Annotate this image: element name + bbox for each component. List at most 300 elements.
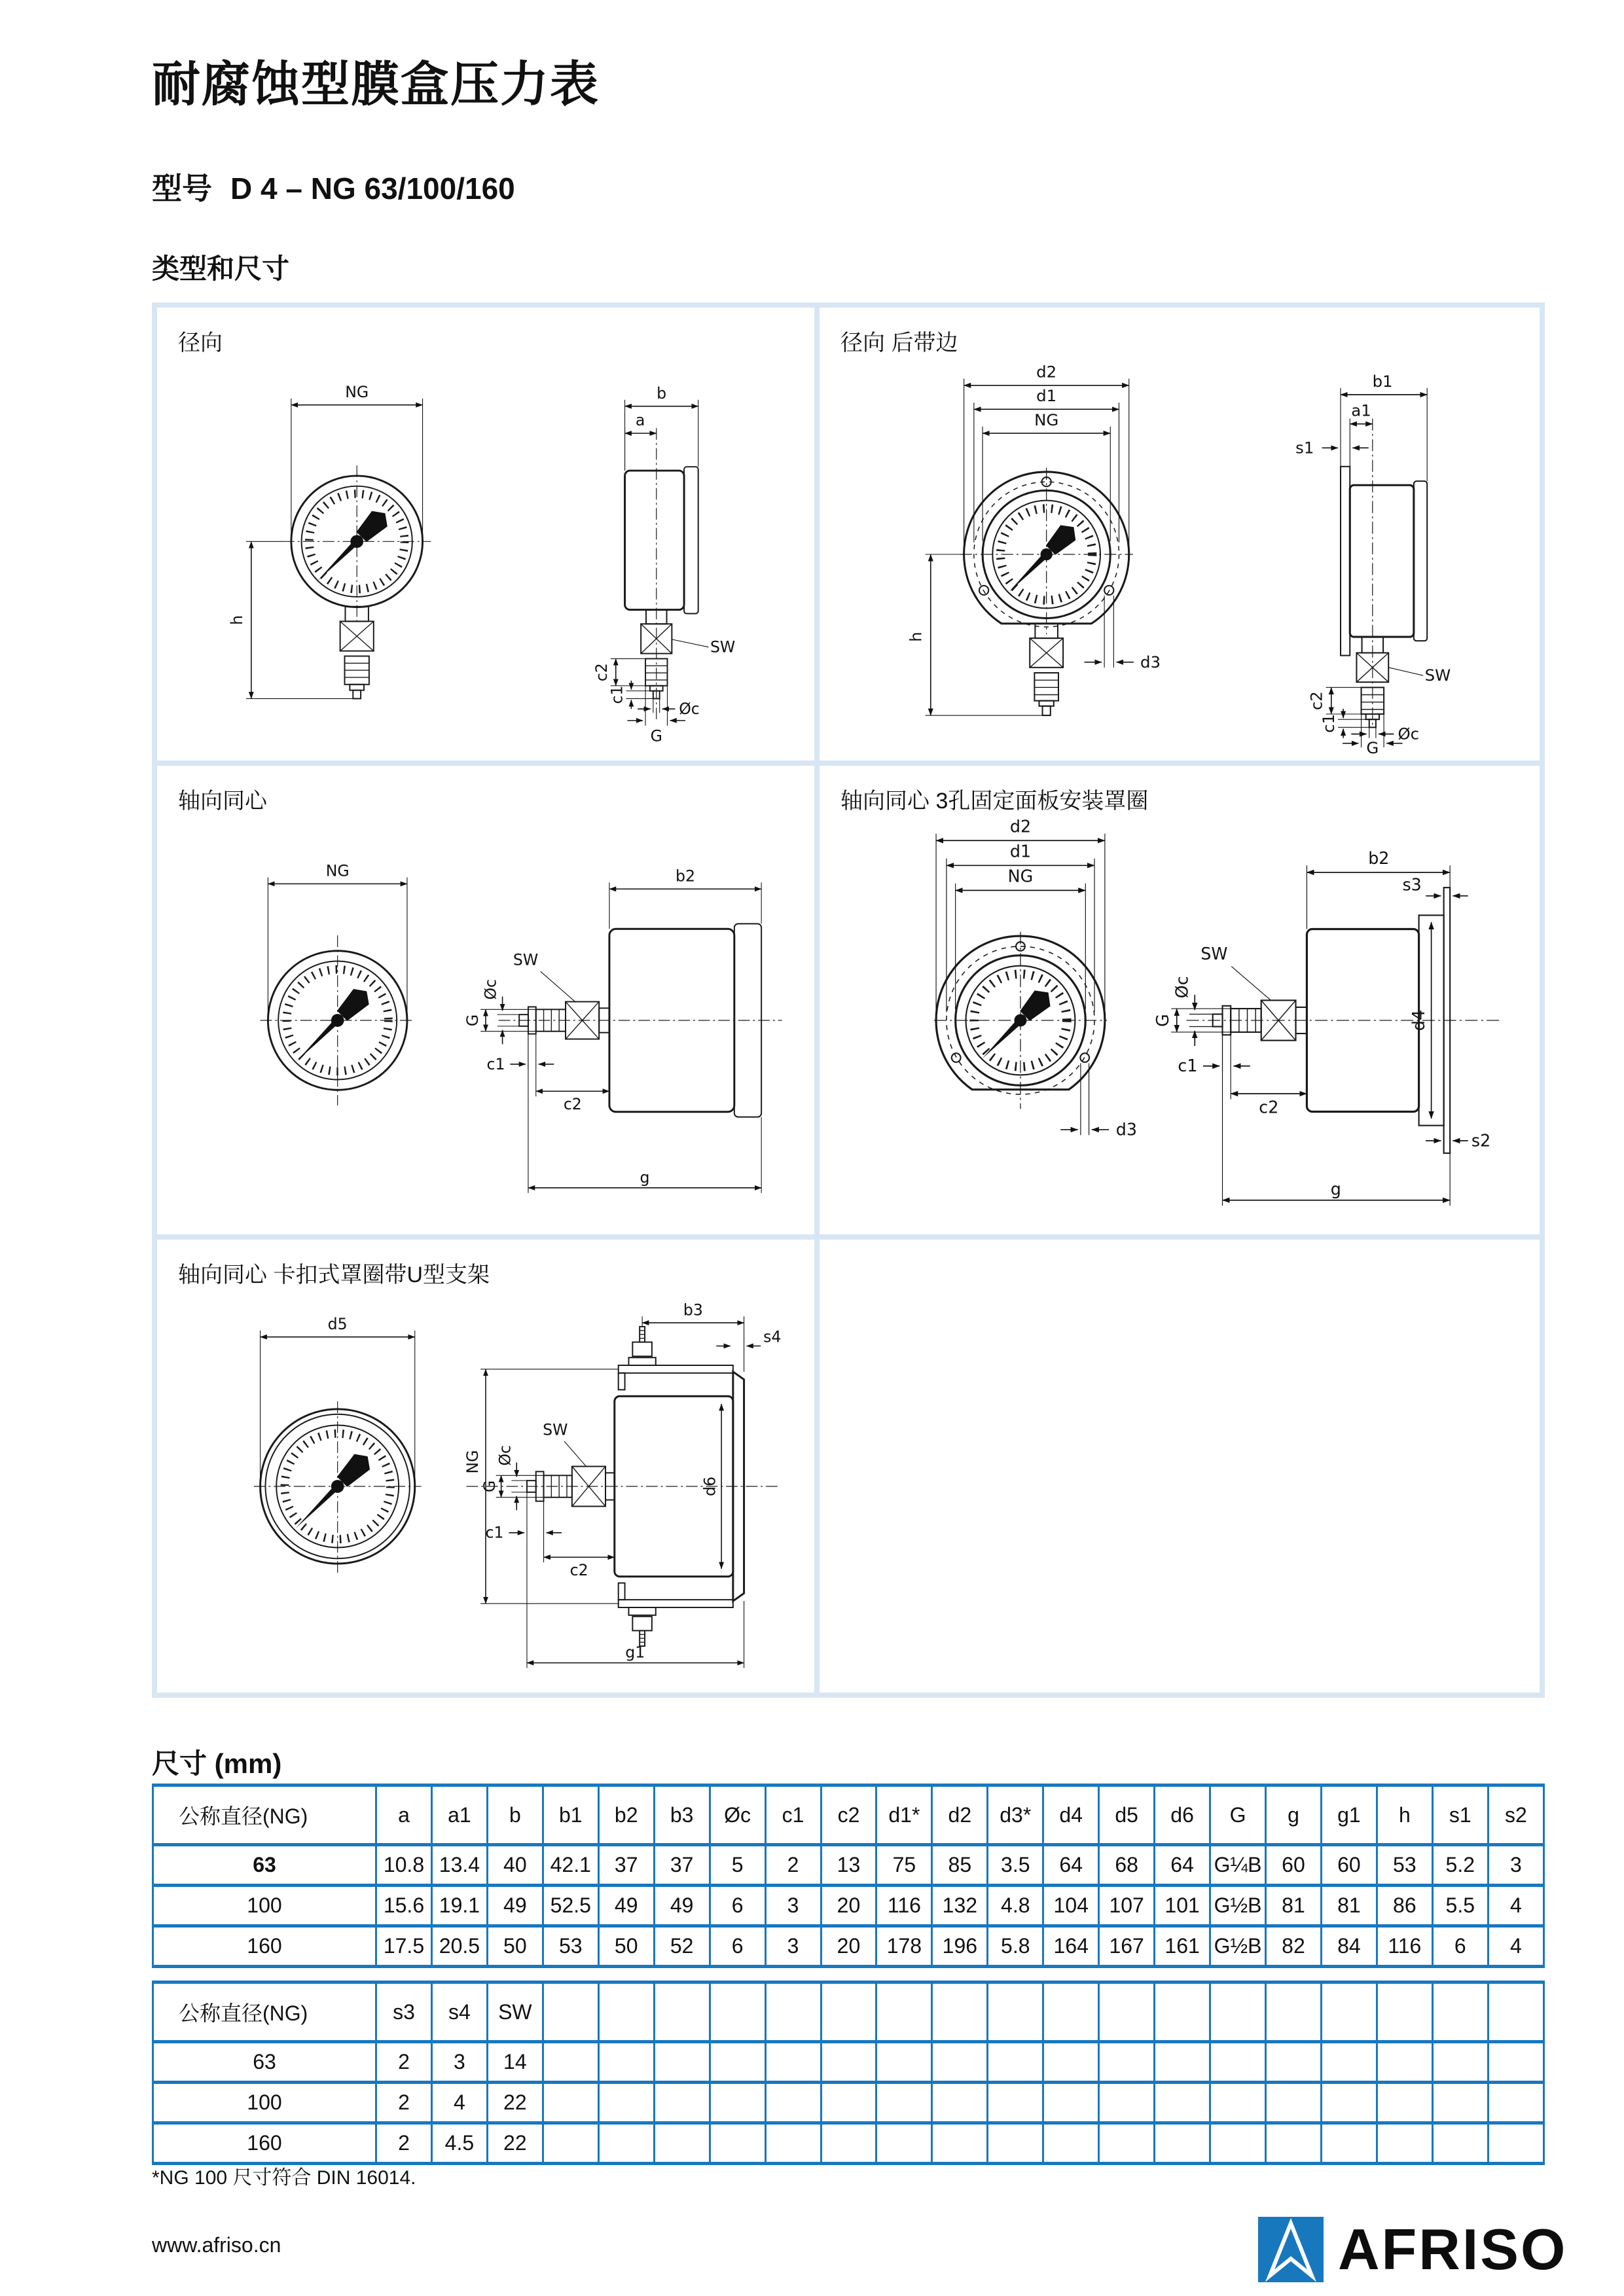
table-cell — [988, 2042, 1043, 2083]
svg-text:d1: d1 — [1036, 386, 1057, 406]
table-cell: 37 — [598, 1845, 654, 1886]
table-cell: 3 — [431, 2042, 487, 2083]
table-cell — [1155, 2042, 1210, 2083]
svg-text:NG: NG — [325, 861, 350, 880]
table-cell — [932, 2123, 988, 2164]
panel-label: 径向 — [178, 331, 223, 355]
pointer — [1001, 520, 1081, 600]
table-cell: 22 — [487, 2083, 543, 2123]
svg-text:Øc: Øc — [496, 1444, 514, 1466]
header-cell: s4 — [431, 1982, 487, 2042]
table-cell — [1488, 2123, 1543, 2164]
table-cell: 68 — [1099, 1845, 1155, 1886]
dim-h — [228, 541, 361, 698]
svg-text:SW: SW — [543, 1420, 568, 1439]
svg-text:g: g — [1330, 1179, 1341, 1199]
table-cell — [598, 2042, 654, 2083]
header-row — [153, 1982, 1544, 2042]
table-cell: 2 — [376, 2042, 432, 2083]
table-cell — [1321, 2042, 1377, 2083]
table-cell: 49 — [598, 1886, 654, 1926]
table-cell: 17.5 — [376, 1926, 432, 1967]
header-cell: d2 — [932, 1785, 988, 1845]
page-title: 耐腐蚀型膜盒压力表 — [152, 57, 600, 111]
technical-drawing-axial-ubracket — [164, 1287, 808, 1686]
table-cell — [1321, 2083, 1377, 2123]
table-cell: 82 — [1266, 1926, 1322, 1967]
svg-text:d3: d3 — [1115, 1119, 1138, 1139]
table-cell: 4 — [1488, 1886, 1543, 1926]
table-row — [153, 1845, 1544, 1886]
header-cell: d3* — [988, 1785, 1043, 1845]
table-cell — [543, 2123, 598, 2164]
table-cell: G½B — [1210, 1886, 1266, 1926]
gauge-side-view — [1341, 419, 1427, 728]
svg-text:Øc: Øc — [1172, 976, 1192, 999]
table-cell: 64 — [1043, 1845, 1099, 1886]
header-cell — [932, 1982, 988, 2042]
table-cell: 50 — [487, 1926, 543, 1967]
svg-text:b2: b2 — [676, 867, 696, 886]
label-SW — [1200, 944, 1271, 1000]
header-cell: 公称直径(NG) — [153, 1982, 376, 2042]
gauge-side-view — [466, 1327, 778, 1646]
label-SW — [1388, 666, 1451, 685]
header-cell: h — [1377, 1785, 1432, 1845]
table-cell: 60 — [1321, 1845, 1377, 1886]
gauge-side-view — [1187, 888, 1502, 1153]
dim-Oc — [638, 698, 700, 718]
svg-text:c1: c1 — [1318, 713, 1338, 733]
table-cell: 104 — [1043, 1886, 1099, 1926]
technical-drawing-axial — [164, 813, 808, 1228]
table-cell: 5 — [710, 1845, 765, 1886]
table-row — [153, 1926, 1544, 1967]
svg-text:NG: NG — [1007, 866, 1034, 886]
table-cell: 75 — [876, 1845, 932, 1886]
svg-text:SW: SW — [1200, 944, 1228, 964]
table-cell: 10.8 — [376, 1845, 432, 1886]
table-cell — [876, 2123, 932, 2164]
header-cell — [1488, 1982, 1543, 2042]
table-cell: 6 — [710, 1926, 765, 1967]
table-cell: 164 — [1043, 1926, 1099, 1967]
svg-text:g: g — [640, 1168, 650, 1187]
table-cell: 100 — [153, 2083, 376, 2123]
gauge-side-view — [625, 428, 698, 722]
svg-text:G: G — [1366, 738, 1379, 754]
table-cell: G½B — [1210, 1926, 1266, 1967]
table-cell: 53 — [543, 1926, 598, 1967]
table-cell — [710, 2042, 765, 2083]
svg-text:d3: d3 — [1140, 652, 1161, 672]
table-cell: 13 — [821, 1845, 876, 1886]
table-cell: 178 — [876, 1926, 932, 1967]
dim-d4 — [1409, 922, 1432, 1119]
header-cell: d4 — [1043, 1785, 1099, 1845]
table-cell: 15.6 — [376, 1886, 432, 1926]
pointer — [310, 505, 393, 588]
header-cell — [1321, 1982, 1377, 2042]
table-cell — [988, 2083, 1043, 2123]
table-cell — [1210, 2042, 1266, 2083]
table-cell: 4 — [1488, 1926, 1543, 1967]
table-cell — [654, 2083, 710, 2123]
svg-text:c1: c1 — [486, 1054, 505, 1073]
table-cell — [932, 2042, 988, 2083]
svg-text:s3: s3 — [1402, 874, 1422, 895]
table-cell: 53 — [1377, 1845, 1432, 1886]
technical-drawing-axial-panel — [826, 813, 1533, 1228]
svg-text:b: b — [657, 384, 667, 403]
header-cell: d5 — [1099, 1785, 1155, 1845]
model-label: 型号 — [152, 171, 212, 206]
svg-text:s1: s1 — [1295, 438, 1314, 457]
header-cell: b1 — [543, 1785, 598, 1845]
table-cell: 64 — [1155, 1845, 1210, 1886]
table-cell: 132 — [932, 1886, 988, 1926]
table-cell — [543, 2083, 598, 2123]
table-row — [153, 2042, 1544, 2083]
table-cell — [1266, 2083, 1322, 2123]
table-row — [153, 1886, 1544, 1926]
table-cell — [876, 2042, 932, 2083]
dim-d6 — [700, 1404, 721, 1569]
header-cell: d6 — [1155, 1785, 1210, 1845]
table-cell: 63 — [153, 1845, 376, 1886]
table-cell — [1099, 2123, 1155, 2164]
table-cell: 40 — [487, 1845, 543, 1886]
svg-text:G: G — [463, 1014, 482, 1027]
pointer — [288, 1448, 376, 1536]
bracket-bolt-bottom — [628, 1607, 655, 1646]
svg-text:Øc: Øc — [679, 700, 700, 719]
table-cell: 50 — [598, 1926, 654, 1967]
table-cell: 49 — [654, 1886, 710, 1926]
dim-s4 — [716, 1328, 781, 1346]
header-cell — [1377, 1982, 1432, 2042]
table-cell: 84 — [1321, 1926, 1377, 1967]
table-cell — [1210, 2083, 1266, 2123]
dim-b2 — [609, 867, 761, 929]
dim-g — [1223, 1035, 1451, 1206]
header-row — [153, 1785, 1544, 1845]
table-cell: 52.5 — [543, 1886, 598, 1926]
table-cell — [1155, 2083, 1210, 2123]
svg-text:d1: d1 — [1009, 841, 1032, 861]
pointer — [289, 984, 374, 1069]
svg-text:a: a — [635, 411, 645, 430]
table-cell: 3 — [1488, 1845, 1543, 1886]
svg-text:b2: b2 — [1368, 848, 1390, 869]
table-cell — [1210, 2123, 1266, 2164]
svg-text:G: G — [650, 726, 662, 745]
table-cell: 6 — [1432, 1926, 1488, 1967]
table-cell: 85 — [932, 1845, 988, 1886]
header-cell — [1266, 1982, 1322, 2042]
table-cell: 3 — [765, 1886, 821, 1926]
panel-radial-back-flange — [820, 308, 1540, 761]
svg-text:s4: s4 — [763, 1327, 782, 1346]
dim-a1 — [1350, 401, 1373, 467]
panel-axial-panel-mount — [820, 766, 1540, 1234]
svg-text:d5: d5 — [327, 1314, 348, 1333]
table-cell — [598, 2123, 654, 2164]
table-cell — [1432, 2123, 1488, 2164]
table-cell — [765, 2123, 821, 2164]
header-cell — [654, 1982, 710, 2042]
table-cell — [1488, 2042, 1543, 2083]
gauge-side-view — [499, 924, 782, 1117]
table-cell — [1432, 2083, 1488, 2123]
table-cell: 81 — [1266, 1886, 1322, 1926]
table-cell: 81 — [1321, 1886, 1377, 1926]
panel-label: 径向 后带边 — [840, 331, 958, 355]
header-cell: a1 — [431, 1785, 487, 1845]
table-cell — [765, 2042, 821, 2083]
table-cell — [543, 2042, 598, 2083]
table-cell: 107 — [1099, 1886, 1155, 1926]
table-cell — [821, 2042, 876, 2083]
dim-c1 — [487, 1034, 554, 1073]
svg-text:d2: d2 — [1036, 362, 1057, 382]
table-cell: 100 — [153, 1886, 376, 1926]
gauge-front-view — [254, 1401, 422, 1574]
svg-text:NG: NG — [1034, 410, 1059, 429]
svg-text:SW: SW — [710, 637, 736, 656]
svg-text:a1: a1 — [1351, 401, 1371, 420]
table-cell — [1266, 2042, 1322, 2083]
table-cell — [988, 2123, 1043, 2164]
svg-text:c2: c2 — [563, 1094, 582, 1113]
svg-text:NG: NG — [345, 382, 369, 401]
table-cell — [1377, 2042, 1432, 2083]
table-cell: 5.2 — [1432, 1845, 1488, 1886]
dim-c1 — [486, 1492, 562, 1542]
dim-c2 — [544, 1538, 615, 1579]
header-cell — [1155, 1982, 1210, 2042]
footer-url[interactable]: www.afriso.cn — [152, 2233, 281, 2257]
svg-text:h: h — [228, 615, 247, 625]
table-cell — [710, 2083, 765, 2123]
svg-text:SW: SW — [513, 950, 539, 969]
table-cell: 2 — [765, 1845, 821, 1886]
svg-text:c2: c2 — [569, 1560, 588, 1579]
label-SW — [543, 1420, 586, 1466]
dim-Oc — [1172, 976, 1213, 1046]
dim-b1 — [1341, 372, 1427, 481]
dim-b2 — [1307, 848, 1450, 929]
table-cell — [1043, 2042, 1099, 2083]
table-cell: 3.5 — [988, 1845, 1043, 1886]
pointer — [975, 984, 1056, 1066]
technical-drawing-radial — [164, 355, 808, 754]
table-cell: 160 — [153, 2123, 376, 2164]
panel-label: 轴向同心 — [178, 789, 267, 814]
dim-Oc — [496, 1445, 527, 1510]
header-cell: s2 — [1488, 1785, 1543, 1845]
technical-drawing-radial-flange — [826, 355, 1533, 754]
table-cell — [876, 2083, 932, 2123]
table-cell: 160 — [153, 1926, 376, 1967]
brand-name: AFRISO — [1338, 2217, 1568, 2282]
header-cell: s3 — [376, 1982, 432, 2042]
section-heading-types: 类型和尺寸 — [152, 253, 290, 284]
header-cell: c1 — [765, 1785, 821, 1845]
table-cell — [598, 2083, 654, 2123]
panel-axial-concentric — [157, 766, 814, 1234]
table-cell — [821, 2123, 876, 2164]
header-cell — [1043, 1982, 1099, 2042]
table-cell — [654, 2123, 710, 2164]
table-cell: 49 — [487, 1886, 543, 1926]
table-cell: 52 — [654, 1926, 710, 1967]
header-cell: b — [487, 1785, 543, 1845]
header-cell — [988, 1982, 1043, 2042]
header-cell — [765, 1982, 821, 2042]
table-cell: 6 — [710, 1886, 765, 1926]
dim-s1 — [1295, 438, 1369, 457]
table-cell: 20 — [821, 1886, 876, 1926]
label-SW — [672, 638, 735, 656]
table-cell — [710, 2123, 765, 2164]
dim-c2 — [592, 658, 645, 685]
svg-text:c2: c2 — [1307, 691, 1326, 711]
header-cell: a — [376, 1785, 432, 1845]
table-cell — [1043, 2083, 1099, 2123]
svg-text:Øc: Øc — [481, 978, 500, 1000]
table-cell: 4.5 — [431, 2123, 487, 2164]
header-cell — [598, 1982, 654, 2042]
dim-c1 — [1178, 1035, 1250, 1075]
dim-g — [528, 1034, 761, 1193]
table-row — [153, 2083, 1544, 2123]
bracket-bolt-top — [628, 1327, 655, 1365]
table-cell — [1043, 2123, 1099, 2164]
table-cell: 101 — [1155, 1886, 1210, 1926]
model-value: D 4 – NG 63/100/160 — [230, 171, 515, 206]
gauge-front-view — [960, 468, 1133, 715]
panel-label: 轴向同心 3孔固定面板安装罩圈 — [840, 789, 1149, 814]
table-cell — [1266, 2123, 1322, 2164]
header-cell: b2 — [598, 1785, 654, 1845]
svg-text:g1: g1 — [625, 1643, 645, 1662]
header-cell: b3 — [654, 1785, 710, 1845]
header-cell: c2 — [821, 1785, 876, 1845]
panel-radial — [157, 308, 814, 761]
dim-c2 — [536, 1069, 609, 1113]
svg-text:d6: d6 — [700, 1476, 719, 1497]
table-cell: G¼B — [1210, 1845, 1266, 1886]
table-cell: 60 — [1266, 1845, 1322, 1886]
dim-c1 — [608, 681, 653, 709]
table-cell: 20 — [821, 1926, 876, 1967]
table-cell: 4 — [431, 2083, 487, 2123]
label-SW — [513, 950, 576, 1002]
table-cell: 5.5 — [1432, 1886, 1488, 1926]
gauge-front-view — [261, 935, 415, 1105]
svg-text:c1: c1 — [607, 685, 626, 704]
dim-b3 — [642, 1300, 744, 1372]
svg-text:NG: NG — [463, 1450, 482, 1474]
table-cell — [1432, 2042, 1488, 2083]
header-cell: 公称直径(NG) — [153, 1785, 376, 1845]
dim-d3 — [1060, 1064, 1137, 1139]
table-cell: 20.5 — [431, 1926, 487, 1967]
svg-text:c1: c1 — [1178, 1056, 1198, 1076]
dimensions-table-extra — [152, 1981, 1545, 2165]
header-cell: g — [1266, 1785, 1322, 1845]
header-cell: s1 — [1432, 1785, 1488, 1845]
header-cell — [1210, 1982, 1266, 2042]
header-cell — [1432, 1982, 1488, 2042]
svg-text:b3: b3 — [683, 1300, 703, 1319]
panel-axial-ubracket — [157, 1240, 814, 1693]
gauge-front-view — [283, 465, 431, 698]
svg-text:G: G — [1153, 1014, 1173, 1027]
table-cell — [1099, 2042, 1155, 2083]
table-cell: 2 — [376, 2083, 432, 2123]
table-cell — [654, 2042, 710, 2083]
svg-text:G: G — [480, 1480, 499, 1493]
header-cell: d1* — [876, 1785, 932, 1845]
table-cell: 22 — [487, 2123, 543, 2164]
header-cell — [821, 1982, 876, 2042]
table-cell: 196 — [932, 1926, 988, 1967]
footnote: *NG 100 尺寸符合 DIN 16014. — [152, 2167, 416, 2189]
dim-a — [625, 411, 657, 471]
dimensions-table-main — [152, 1784, 1545, 1968]
header-cell: g1 — [1321, 1785, 1377, 1845]
table-cell: 167 — [1099, 1926, 1155, 1967]
table-cell: 116 — [1377, 1926, 1432, 1967]
table-cell: 116 — [876, 1886, 932, 1926]
header-cell: G — [1210, 1785, 1266, 1845]
brand-logo — [1258, 2215, 1568, 2284]
panel-empty — [820, 1240, 1540, 1693]
table-cell: 37 — [654, 1845, 710, 1886]
table-cell: 86 — [1377, 1886, 1432, 1926]
panel-label: 轴向同心 卡扣式罩圈带U型支架 — [178, 1263, 490, 1287]
svg-text:d4: d4 — [1409, 1009, 1429, 1031]
dim-s3 — [1402, 874, 1468, 895]
header-cell — [876, 1982, 932, 2042]
svg-text:h: h — [906, 632, 926, 642]
table-cell — [1155, 2123, 1210, 2164]
dim-Oc — [482, 979, 519, 1044]
svg-text:Øc: Øc — [1398, 724, 1420, 744]
table-cell — [1321, 2123, 1377, 2164]
header-cell — [543, 1982, 598, 2042]
table-cell: 14 — [487, 2042, 543, 2083]
table-row — [153, 2123, 1544, 2164]
table-cell — [932, 2083, 988, 2123]
svg-text:b1: b1 — [1372, 371, 1393, 391]
table-cell: 19.1 — [431, 1886, 487, 1926]
dim-c2 — [1307, 687, 1362, 714]
dim-h — [907, 554, 1051, 715]
table-cell: 63 — [153, 2042, 376, 2083]
table-cell: 13.4 — [431, 1845, 487, 1886]
dimensions-heading: 尺寸 (mm) — [152, 1748, 282, 1779]
table-cell — [765, 2083, 821, 2123]
model-line — [152, 165, 515, 208]
afriso-logo-icon — [1258, 2217, 1324, 2282]
table-cell — [821, 2083, 876, 2123]
table-cell — [1488, 2083, 1543, 2123]
dim-s2 — [1426, 1130, 1490, 1150]
header-cell: Øc — [710, 1785, 765, 1845]
